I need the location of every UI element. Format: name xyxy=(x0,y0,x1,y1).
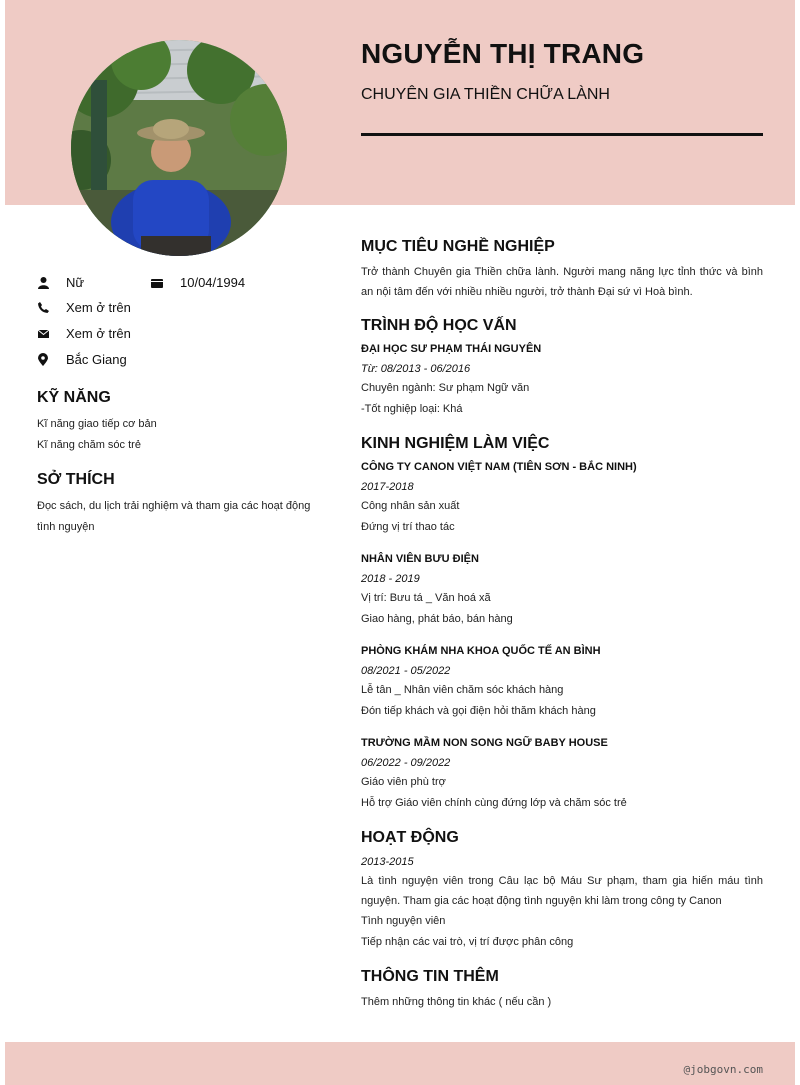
location-pin-icon xyxy=(37,354,49,366)
job-org: CÔNG TY CANON VIỆT NAM (TIÊN SƠN - BẮC NINH) xyxy=(361,461,637,473)
job-detail: Giao hàng, phát báo, bán hàng xyxy=(361,613,513,625)
objective-section xyxy=(361,238,763,302)
address-value: Bắc Giang xyxy=(66,352,127,367)
job-entry xyxy=(361,551,763,630)
activities-text: Là tình nguyện viên trong Câu lạc bộ Máu Sư phạm, tham gia hiến máu tình nguyện. Tham gia các hoạt động tình nguyện khi làm trong công ty Canon xyxy=(361,875,763,907)
school-name: ĐẠI HỌC SƯ PHẠM THÁI NGUYÊN xyxy=(361,343,542,355)
mail-icon xyxy=(37,328,49,340)
job-detail: Đứng vị trí thao tác xyxy=(361,521,455,533)
hobbies-text: Đọc sách, du lịch trải nghiệm và tham gia các hoạt động tình nguyện xyxy=(37,500,311,533)
objective-heading: MỤC TIÊU NGHỀ NGHIỆP xyxy=(361,238,555,255)
job-org: TRƯỜNG MẦM NON SONG NGỮ BABY HOUSE xyxy=(361,737,608,749)
cv-page xyxy=(5,0,795,1085)
job-entry xyxy=(361,735,763,814)
education-heading: TRÌNH ĐỘ HỌC VẤN xyxy=(361,317,517,334)
activities-section xyxy=(361,829,763,953)
activities-heading: HOẠT ĐỘNG xyxy=(361,829,459,846)
experience-heading: KINH NGHIỆM LÀM VIỆC xyxy=(361,435,550,452)
header-divider xyxy=(361,133,763,136)
gender-row xyxy=(37,275,84,290)
candidate-title: CHUYÊN GIA THIỀN CHỮA LÀNH xyxy=(361,86,610,103)
job-entry xyxy=(361,643,763,722)
education-period: Từ: 08/2013 - 06/2016 xyxy=(361,363,471,375)
education-detail: -Tốt nghiệp loại: Khá xyxy=(361,403,463,415)
activities-detail: Tình nguyện viên xyxy=(361,915,446,927)
phone-icon xyxy=(37,302,49,314)
main-column xyxy=(361,238,763,1028)
education-detail: Chuyên ngành: Sư phạm Ngữ văn xyxy=(361,382,530,394)
phone-row xyxy=(37,300,131,315)
candidate-name: NGUYỄN THỊ TRANG xyxy=(361,38,645,69)
job-period: 08/2021 - 05/2022 xyxy=(361,665,451,677)
job-detail: Giáo viên phù trợ xyxy=(361,776,446,788)
job-entry xyxy=(361,459,763,538)
skills-heading: KỸ NĂNG xyxy=(37,389,111,406)
gender-value: Nữ xyxy=(66,275,85,290)
job-detail: Đón tiếp khách và gọi điện hỏi thăm khách hàng xyxy=(361,705,596,717)
calendar-icon xyxy=(151,277,163,289)
job-period: 2018 - 2019 xyxy=(361,573,420,585)
job-period: 2017-2018 xyxy=(361,481,414,493)
skill-item: Kĩ năng giao tiếp cơ bản xyxy=(37,418,157,430)
activities-detail: Tiếp nhận các vai trò, vị trí được phân công xyxy=(361,936,574,948)
job-detail: Lễ tân _ Nhân viên chăm sóc khách hàng xyxy=(361,684,564,696)
job-detail: Công nhân sản xuất xyxy=(361,500,460,512)
extra-heading: THÔNG TIN THÊM xyxy=(361,968,499,985)
profile-photo xyxy=(71,40,287,256)
hobbies-heading: SỞ THÍCH xyxy=(37,471,115,488)
skill-item: Kĩ năng chăm sóc trẻ xyxy=(37,439,141,451)
job-detail: Hỗ trợ Giáo viên chính cùng đứng lớp và chăm sóc trẻ xyxy=(361,797,627,809)
experience-section xyxy=(361,435,763,814)
person-icon xyxy=(37,277,49,289)
job-detail: Vị trí: Bưu tá _ Văn hoá xã xyxy=(361,592,491,604)
phone-value: Xem ở trên xyxy=(66,300,131,315)
objective-text: Trở thành Chuyên gia Thiền chữa lành. Người mang năng lực tỉnh thức và bình an nội tâm đến với nhiều nhiều người, trở thành Đại sứ vì Hoà bình. xyxy=(361,266,763,298)
footer-band xyxy=(5,1042,795,1085)
job-org: NHÂN VIÊN BƯU ĐIỆN xyxy=(361,553,479,565)
job-period: 06/2022 - 09/2022 xyxy=(361,757,451,769)
birthdate-row xyxy=(151,275,245,290)
extra-text: Thêm những thông tin khác ( nếu cần ) xyxy=(361,996,552,1008)
education-section xyxy=(361,317,763,420)
footer-watermark: @jobgovn.com xyxy=(683,1063,763,1076)
activities-period: 2013-2015 xyxy=(361,856,414,868)
job-org: PHÒNG KHÁM NHA KHOA QUỐC TẾ AN BÌNH xyxy=(361,645,601,657)
address-row xyxy=(37,352,127,367)
email-row xyxy=(37,326,131,341)
birthdate-value: 10/04/1994 xyxy=(180,275,246,290)
email-value: Xem ở trên xyxy=(66,326,131,341)
extra-section xyxy=(361,968,763,1013)
